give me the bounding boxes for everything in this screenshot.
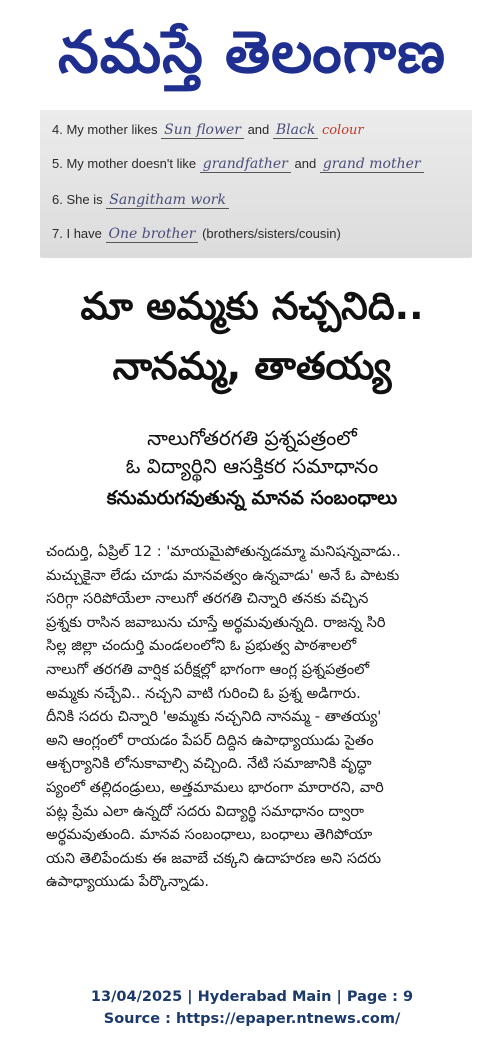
article-line: అని ఆంగ్లంలో రాయడం పేపర్ దిద్దిన ఉపాధ్యాయుడు సైతం <box>46 731 374 749</box>
question-6 <box>52 192 229 209</box>
handwritten-answer: grand mother <box>320 156 424 173</box>
question-join: and <box>294 156 317 171</box>
handwritten-answer: Black <box>273 122 318 139</box>
article-line: ఉపాధ్యాయుడు పేర్కొన్నాడు. <box>46 873 209 891</box>
question-text: I have <box>66 226 102 241</box>
question-number: 4. <box>52 122 63 137</box>
article-line: సిల్ల జిల్లా చందుర్తి మండలంలోని ఓ ప్రభుత్వ పాఠశాలలో <box>46 637 357 655</box>
question-text: My mother doesn't like <box>66 156 197 171</box>
article-line: ప్రశ్నకు రాసిన జవాబును చూస్తే అర్థమవుతున్నది. రాజన్న సిరి <box>46 613 386 631</box>
question-7 <box>52 226 341 243</box>
question-number: 5. <box>52 156 63 171</box>
handwritten-answer: Sangitham work <box>106 192 229 209</box>
headline-line-2: నానమ్మ, తాతయ్య <box>112 344 392 388</box>
question-4 <box>52 122 364 139</box>
handwritten-answer: Sun flower <box>161 122 244 139</box>
question-text: My mother likes <box>66 122 158 137</box>
subheading-line-3: కనుమరుగవుతున్న మానవ సంబంధాలు <box>106 487 398 509</box>
question-join: and <box>247 122 270 137</box>
article-line: పట్ల ప్రేమ ఎలా ఉన్నదో సదరు విద్యార్థి సమాధానం ద్వారా <box>46 802 364 820</box>
question-text: She is <box>66 192 103 207</box>
footer-date-edition: 13/04/2025 | Hyderabad Main | Page : 9 <box>90 989 414 1005</box>
subheading-line-1: నాలుగోతరగతి ప్రశ్నపత్రంలో <box>147 426 357 450</box>
headline-line-1: మా అమ్మకు నచ్చనిది.. <box>80 284 424 328</box>
article-line: ప్యంలో తల్లిదండ్రులు, అత్తమామలు భారంగా మారారని, వారి <box>46 778 384 796</box>
article-line: మచ్చుకైనా లేడు చూడు మానవత్వం ఉన్నవాడు' అనే ఓ పాటకు <box>46 566 400 584</box>
article-line: నాలుగో తరగతి వార్షిక పరీక్షల్లో భాగంగా ఆంగ్ల ప్రశ్నపత్రంలో <box>46 660 370 678</box>
article-line: యని తెలిపేందుకు ఈ జవాబే చక్కని ఉదాహరణ అని సదరు <box>46 849 382 867</box>
article-line: దీనికి సదరు చిన్నారి 'అమ్మకు నచ్చనిది నానమ్మ - తాతయ్య' <box>46 708 382 726</box>
footer-source-link[interactable]: Source : https://epaper.ntnews.com/ <box>103 1011 401 1027</box>
question-number: 6. <box>52 192 63 207</box>
article-line: అమ్మకు నచ్చేవి.. నచ్చని వాటి గురించి ఓ ప్రశ్న అడిగారు. <box>46 684 361 702</box>
question-number: 7. <box>52 226 63 241</box>
article-line: ఆశ్చర్యానికి లోనుకావాల్సి వచ్చింది. నేటి సమాజానికి వృద్ధా <box>46 755 372 773</box>
teacher-correction: colour <box>321 123 364 138</box>
handwritten-answer: One brother <box>106 226 199 243</box>
article-body <box>46 540 472 894</box>
handwritten-answer: grandfather <box>200 156 291 173</box>
newspaper-masthead: నమస్తే తెలంగాణ <box>58 18 446 86</box>
subheading-line-2: ఓ విద్యార్థిని ఆసక్తికర సమాధానం <box>125 454 379 478</box>
article-line: చందుర్తి, ఏప్రిల్ 12 : 'మాయమైపోతున్నడమ్మా మనిషన్నవాడు.. <box>46 543 401 560</box>
article-line: సరిగ్గా సరిపోయేలా నాలుగో తరగతి చిన్నారి తనకు వచ్చిన <box>46 590 369 608</box>
question-5 <box>52 156 424 173</box>
question-options: (brothers/sisters/cousin) <box>202 226 341 241</box>
answer-sheet-photo <box>40 110 472 258</box>
article-line: అర్థమవుతుంది. మానవ సంబంధాలు, బంధాలు తెగిపోయా <box>46 826 373 844</box>
